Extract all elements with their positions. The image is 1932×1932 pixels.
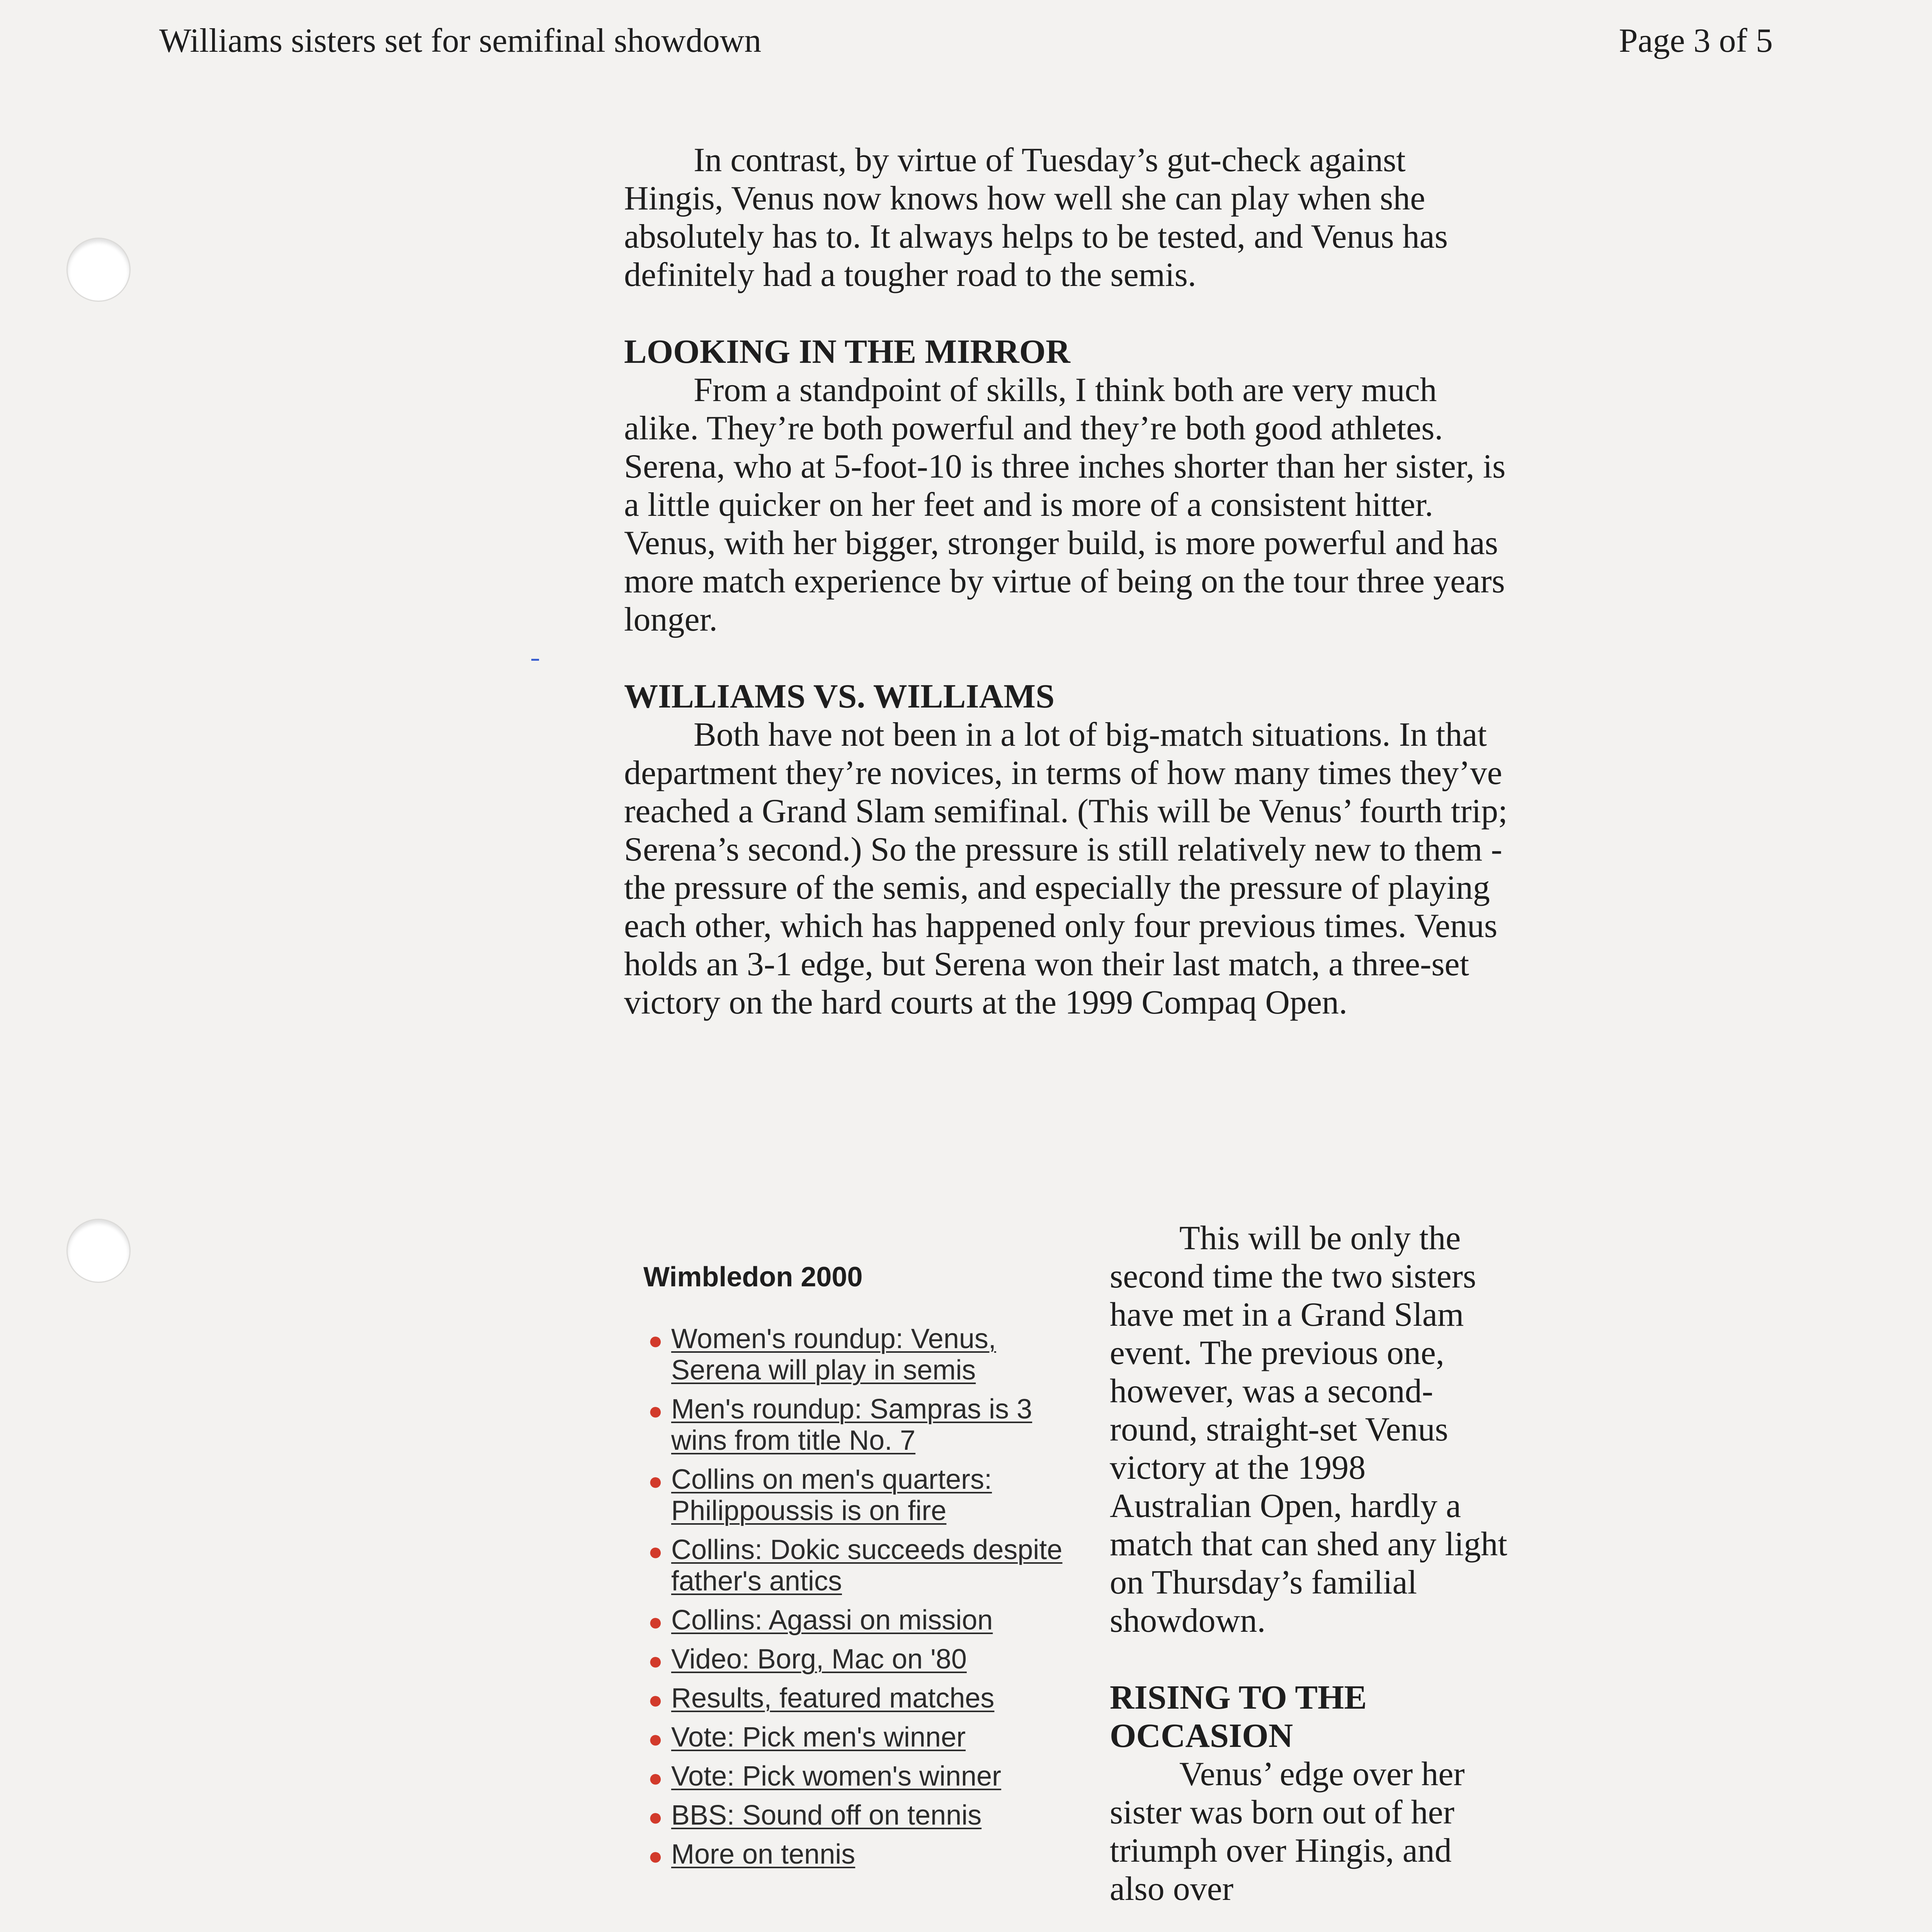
related-link[interactable]: Vote: Pick women's winner	[671, 1761, 1002, 1792]
related-links-box	[643, 1262, 1068, 1878]
related-link-item	[643, 1761, 1068, 1792]
stray-mark	[531, 659, 539, 661]
related-link-item	[643, 1464, 1068, 1527]
section-heading-occasion-line2: OCCASION	[1110, 1717, 1293, 1755]
related-link-item	[643, 1800, 1068, 1831]
bullet-icon: ●	[648, 1686, 663, 1714]
related-link-item	[643, 1394, 1068, 1456]
punch-hole-middle	[68, 1220, 129, 1282]
bullet-icon: ●	[648, 1803, 663, 1831]
bullet-icon: ●	[648, 1537, 663, 1565]
punch-hole-top	[68, 239, 129, 301]
related-link[interactable]: Collins: Agassi on mission	[671, 1605, 993, 1636]
bullet-icon: ●	[648, 1764, 663, 1792]
right-column	[1110, 1219, 1513, 1908]
column-paragraph: This will be only the second time the two sisters have met in a Grand Slam event. The previous one, however, was a second-round, straight-set Venus victory at the 1998 Australian Open, hardly a match that can shed any light on Thursday’s familial showdown.	[1110, 1219, 1507, 1639]
related-links-title: Wimbledon 2000	[643, 1262, 863, 1293]
bullet-icon: ●	[648, 1397, 663, 1425]
section-heading-williams: WILLIAMS VS. WILLIAMS	[624, 678, 1055, 715]
related-link[interactable]: Men's roundup: Sampras is 3 wins from title No. 7	[671, 1394, 1032, 1456]
related-link-item	[643, 1605, 1068, 1636]
related-link[interactable]: More on tennis	[671, 1839, 855, 1870]
bullet-icon: ●	[648, 1647, 663, 1675]
related-link-item	[643, 1839, 1068, 1870]
related-link[interactable]: BBS: Sound off on tennis	[671, 1800, 982, 1831]
bullet-icon: ●	[648, 1608, 663, 1636]
occasion-paragraph-column: Venus’ edge over her sister was born out of her triumph over Hingis, and also over	[1110, 1755, 1465, 1908]
related-link[interactable]: Vote: Pick men's winner	[671, 1722, 966, 1753]
related-link-item	[643, 1683, 1068, 1714]
bullet-icon: ●	[648, 1842, 663, 1870]
two-column-block	[624, 1219, 1513, 1932]
mirror-paragraph: From a standpoint of skills, I think both are very much alike. They’re both powerful and they’re both good athletes. Serena, who at 5-foot-10 is three inches shorter than her sister, is a little quicker on her feet and is more of a consistent hitter. Venus, with her bigger, stronger build, is more powerful and has more match experience by virtue of being on the tour three years longer.	[624, 371, 1506, 638]
bullet-icon: ●	[648, 1725, 663, 1753]
page-header-page-number: Page 3 of 5	[1619, 22, 1773, 60]
bullet-icon: ●	[648, 1327, 663, 1354]
related-link[interactable]: Collins on men's quarters: Philippoussis is on fire	[671, 1464, 992, 1526]
related-link[interactable]: Collins: Dokic succeeds despite father's antics	[671, 1534, 1063, 1597]
article-body	[624, 141, 1513, 1022]
related-link-item	[643, 1644, 1068, 1675]
related-link-item	[643, 1722, 1068, 1753]
section-heading-mirror: LOOKING IN THE MIRROR	[624, 333, 1070, 371]
williams-paragraph: Both have not been in a lot of big-match situations. In that department they’re novices, in terms of how many times they’ve reached a Grand Slam semifinal. (This will be Venus’ fourth trip; Serena’s second.) So the pressure is still relatively new to them - the pressure of the semis, and especially the pressure of playing each other, which has happened only four previous times. Venus holds an 3-1 edge, but Serena won their last match, a three-set victory on the hard courts at the 1999 Compaq Open.	[624, 716, 1508, 1021]
bullet-icon: ●	[648, 1467, 663, 1495]
related-link-item	[643, 1534, 1068, 1597]
related-link-item	[643, 1323, 1068, 1386]
related-link[interactable]: Results, featured matches	[671, 1683, 995, 1714]
related-link[interactable]: Women's roundup: Venus, Serena will play in semis	[671, 1323, 996, 1386]
related-link[interactable]: Video: Borg, Mac on '80	[671, 1644, 967, 1675]
section-heading-occasion-line1: RISING TO THE	[1110, 1679, 1367, 1716]
intro-paragraph: In contrast, by virtue of Tuesday’s gut-check against Hingis, Venus now knows how well she can play when she absolutely has to. It always helps to be tested, and Venus has definitely had a tougher road to the semis.	[624, 141, 1448, 294]
related-links-list	[643, 1323, 1068, 1870]
page-header-title: Williams sisters set for semifinal showdown	[159, 22, 762, 60]
